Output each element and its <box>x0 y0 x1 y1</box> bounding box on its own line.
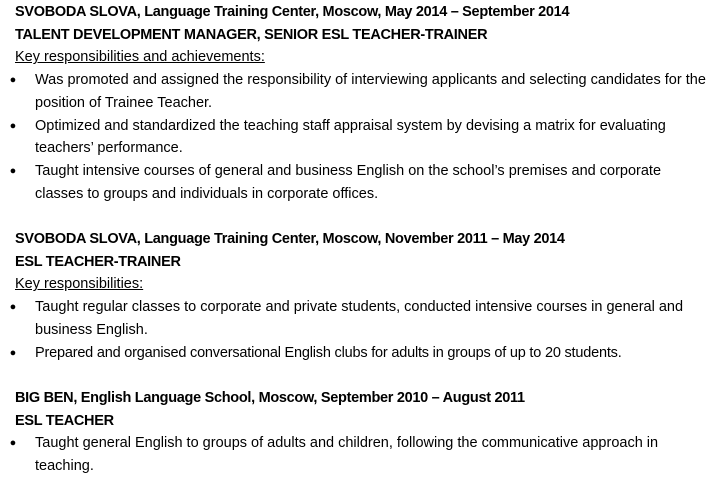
list-item-text: Taught intensive courses of general and business English on the school’s premises and corporate classes to groups and individuals in corporate offices. <box>35 162 662 202</box>
list-item-text: Prepared and organised conversational English clubs for adults in groups of up to 20 students. <box>35 344 622 361</box>
list-item-text: Optimized and standardized the teaching staff appraisal system by devising a matrix for evaluating teachers’ performance. <box>35 117 666 157</box>
job-title: TALENT DEVELOPMENT MANAGER, SENIOR ESL TEACHER-TRAINER <box>15 26 488 43</box>
responsibilities-list <box>0 69 717 205</box>
list-item <box>0 69 717 114</box>
bullet-icon: ● <box>9 164 17 177</box>
job-entry <box>0 387 717 478</box>
employer-line: SVOBODA SLOVA, Language Training Center, Moscow, May 2014 – September 2014 <box>15 4 570 20</box>
employer-line: BIG BEN, English Language School, Moscow, September 2010 – August 2011 <box>15 389 525 406</box>
bullet-icon: ● <box>9 301 17 314</box>
bullet-icon: ● <box>9 346 17 359</box>
employer-line: SVOBODA SLOVA, Language Training Center, Moscow, November 2011 – May 2014 <box>15 231 565 248</box>
list-item-text: Taught general English to groups of adults and children, following the communicative approach in teaching. <box>35 435 659 475</box>
list-item-text: Taught regular classes to corporate and private students, conducted intensive courses in general and business English. <box>35 299 684 338</box>
list-item <box>0 342 717 365</box>
list-item-text: Was promoted and assigned the responsibility of interviewing applicants and selecting candidates for the position of Trainee Teacher. <box>35 72 706 111</box>
responsibilities-heading: Key responsibilities: <box>15 276 144 293</box>
list-item <box>0 296 717 341</box>
responsibilities-list <box>0 432 717 477</box>
section-gap <box>0 205 717 228</box>
bullet-icon: ● <box>9 119 17 132</box>
list-item <box>0 160 717 205</box>
job-title: ESL TEACHER <box>15 412 114 429</box>
bullet-icon: ● <box>9 74 17 87</box>
job-entry <box>0 1 717 205</box>
responsibilities-heading: Key responsibilities and achievements: <box>15 49 265 66</box>
bullet-icon: ● <box>9 437 17 450</box>
list-item <box>0 115 717 160</box>
job-entry <box>0 228 717 364</box>
section-gap <box>0 364 717 387</box>
list-item <box>0 432 717 477</box>
responsibilities-list <box>0 296 717 364</box>
job-title: ESL TEACHER-TRAINER <box>15 253 181 270</box>
